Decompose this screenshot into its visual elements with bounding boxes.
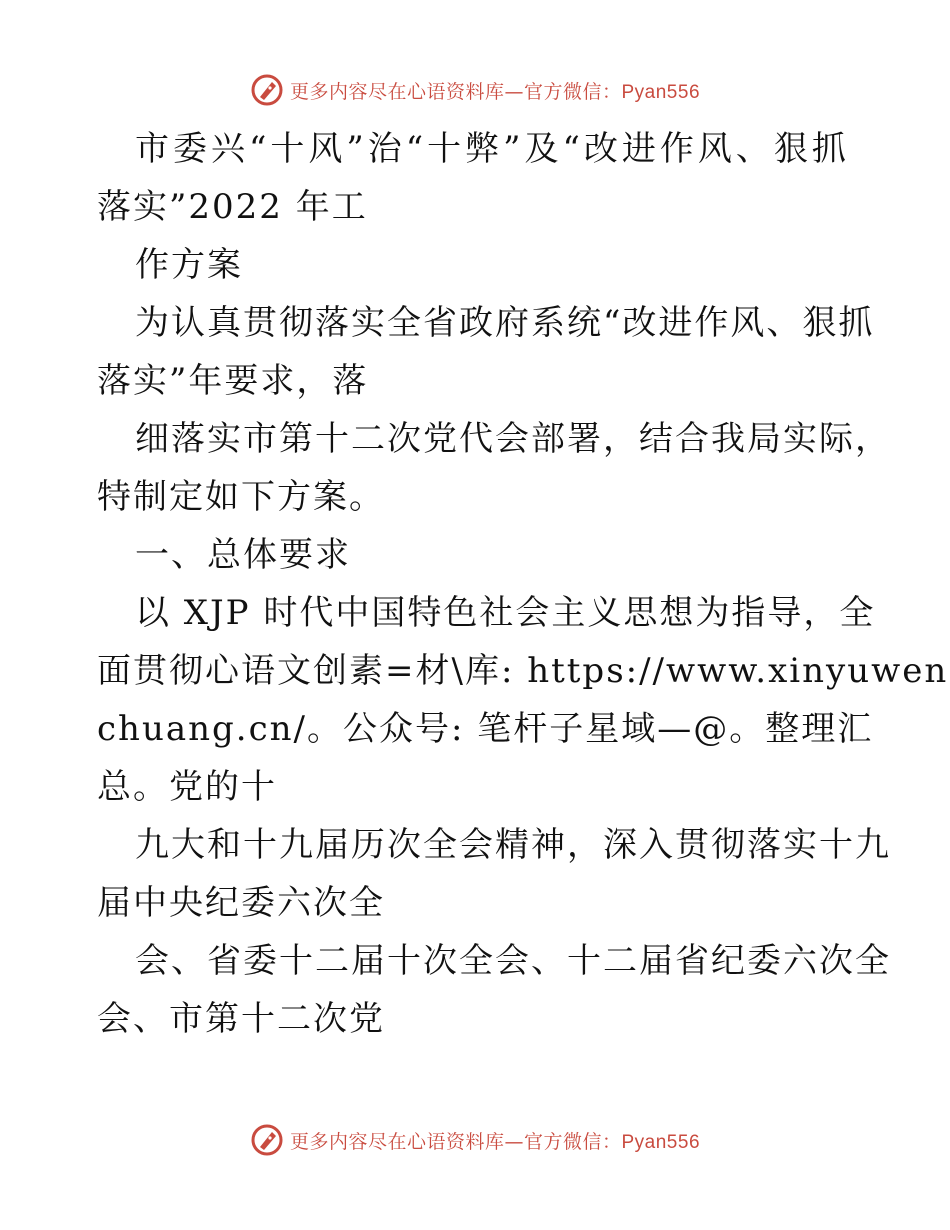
- watermark-separator: —: [504, 1130, 524, 1153]
- doc-line-16: 会、市第十二次党: [97, 999, 385, 1039]
- pen-nib-logo-icon: [250, 1123, 284, 1157]
- doc-line-1: 市委兴“十风”治“十弊”及“改进作风、狠抓: [135, 129, 850, 169]
- doc-line-5: 落实”年要求，落: [97, 361, 369, 401]
- doc-line-3: 作方案: [135, 245, 243, 285]
- pen-nib-logo-icon: [250, 73, 284, 107]
- doc-line-11: chuang.cn/。公众号: 笔杆子星域—@。整理汇: [97, 709, 874, 749]
- document-body: [97, 120, 949, 1048]
- watermark-brand: 更多内容尽在心语资料库: [289, 80, 505, 103]
- watermark-account: Pyan556: [621, 1131, 701, 1153]
- doc-line-15: 会、省委十二届十次全会、十二届省纪委六次全: [135, 941, 891, 981]
- doc-line-9: 以 XJP 时代中国特色社会主义思想为指导，全: [135, 593, 876, 633]
- watermark-text: [290, 1127, 700, 1154]
- watermark-separator: —: [504, 80, 524, 103]
- doc-line-8: 一、总体要求: [135, 535, 351, 575]
- header-watermark: [0, 70, 950, 110]
- doc-line-7: 特制定如下方案。: [97, 477, 385, 517]
- doc-line-4: 为认真贯彻落实全省政府系统“改进作风、狠抓: [135, 303, 875, 343]
- doc-line-10: 面贯彻心语文创素=材\库: https://www.xinyuwen: [97, 651, 949, 691]
- doc-line-6: 细落实市第十二次党代会部署，结合我局实际，: [135, 419, 891, 459]
- watermark-brand: 更多内容尽在心语资料库: [289, 1130, 505, 1153]
- watermark-wechat-label: 官方微信：: [523, 80, 622, 103]
- doc-line-14: 届中央纪委六次全: [97, 883, 385, 923]
- watermark-account: Pyan556: [621, 81, 701, 103]
- footer-watermark: [0, 1120, 950, 1160]
- watermark-wechat-label: 官方微信：: [523, 1130, 622, 1153]
- doc-line-13: 九大和十九届历次全会精神，深入贯彻落实十九: [135, 825, 891, 865]
- watermark-text: [290, 77, 700, 104]
- doc-line-12: 总。党的十: [97, 767, 277, 807]
- doc-line-2: 落实”2022 年工: [97, 187, 368, 227]
